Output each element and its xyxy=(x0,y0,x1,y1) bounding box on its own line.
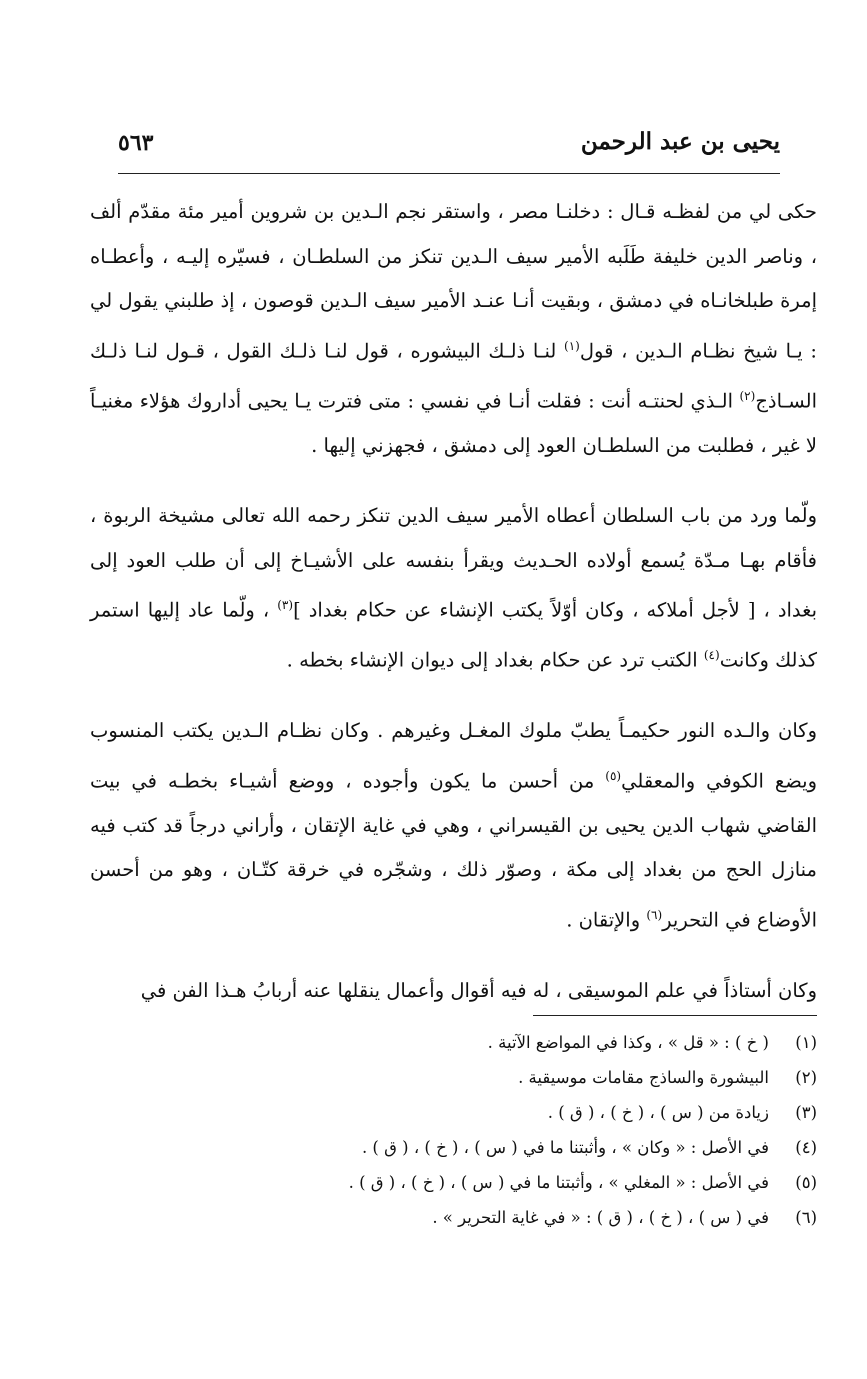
footnote-number: (٦) xyxy=(795,1208,817,1227)
running-title: يحيى بن عبد الرحمن xyxy=(580,128,780,155)
footnote-text: ( خ ) : « قل » ، وكذا في المواضع الآتية . xyxy=(487,1033,769,1052)
body-paragraph xyxy=(90,190,817,468)
text-run: وكان أستاذاً في علم الموسيقى ، له فيه أقوال وأعمال ينقلها عنه أربابُ هـذا الفن في xyxy=(140,978,817,1002)
footnote xyxy=(200,1060,817,1095)
text-run: الـذي لحنتـه أنت : فقلت أنـا في نفسي : متى فترت يـا يحيى أداروك هؤلاء مغنيـاً لا غير ، فطلبت من السلطـان العود إلى دمشق ، فجهزني إليها . xyxy=(90,389,817,457)
footnote-text: في ( س ) ، ( خ ) ، ( ق ) : « في غاية التحرير » . xyxy=(432,1208,769,1227)
header-rule xyxy=(118,173,780,174)
footnote xyxy=(200,1200,817,1235)
text-run: الكتب ترد عن حكام بغداد إلى ديوان الإنشاء بخطه . xyxy=(286,648,704,672)
footnote-number: (٥) xyxy=(795,1173,817,1192)
footnote-text: في الأصل : « وكان » ، وأثبتنا ما في ( س ) ، ( خ ) ، ( ق ) . xyxy=(361,1138,769,1157)
page-number: ٥٦٣ xyxy=(118,130,154,156)
footnote-text: زيادة من ( س ) ، ( خ ) ، ( ق ) . xyxy=(547,1103,769,1122)
footnote-marker: (٣) xyxy=(277,598,294,612)
footnote-number: (٣) xyxy=(795,1103,817,1122)
body-paragraph xyxy=(90,494,817,683)
footnote xyxy=(200,1095,817,1130)
footnote xyxy=(200,1130,817,1165)
footnote-marker: (٥) xyxy=(605,768,622,783)
footnotes xyxy=(200,1025,817,1235)
text-run: ، ولّما عاد إليها استمر كذلك وكانت xyxy=(90,598,817,672)
text-run: والإتقان . xyxy=(566,908,647,931)
page-header xyxy=(118,128,780,168)
footnote xyxy=(200,1165,817,1200)
text-run: لنـا ذلـك البيشوره ، قول لنـا ذلـك القول ، قـول لنـا ذلـك السـاذج xyxy=(90,339,817,412)
footnote-rule xyxy=(533,1015,817,1016)
text-run: وكان والـده النور حكيمـاً يطبّ ملوك المغـل وغيرهم . وكان نظـام الـدين يكتب المنسوب ويضع الكوفي والمعقلي xyxy=(90,719,817,792)
text-run: من أحسن ما يكون وأجوده ، ووضع أشيـاء بخطـه في بيت القاضي شهاب الدين يحيى بن القيسراني ، وهي في غاية الإتقان ، وأراني درجاً قد كتب فيه منازل الحج من بغداد إلى مكة ، وصوّر ذلك ، وشجّره في خرقة كتّـان ، وهو من أحسن الأوضاع في التحرير xyxy=(90,769,817,931)
footnote-marker: (٦) xyxy=(646,907,663,922)
footnote-text: البيشورة والساذج مقامات موسيقية . xyxy=(518,1068,769,1087)
footnote xyxy=(200,1025,817,1060)
footnote-marker: (١) xyxy=(564,338,580,353)
text-run: حكى لي من لفظـه قـال : دخلنـا مصر ، واستقر نجم الـدين بن شروين أمير مئة مقدّم ألف ، وناصر الدين خليفة طَلَبه الأمير سيف الـدين تنكز من السلطـان ، فسيّره إليـه ، وأعطـاه إمرة طبلخانـاه في دمشق ، وبقيت أنـا عنـد الأمير سيف الـدين قوصون ، إذ طلبني يقول لي : يـا شيخ نظـام الـدين ، قول xyxy=(90,200,817,362)
footnote-number: (٢) xyxy=(795,1068,817,1087)
footnote-number: (٤) xyxy=(795,1138,817,1157)
footnote-marker: (٤) xyxy=(703,648,720,662)
body-paragraph xyxy=(90,709,817,943)
body-paragraph xyxy=(90,969,817,1014)
body-text xyxy=(90,190,817,1013)
text-run: ولّما ورد من باب السلطان أعطاه الأمير سيف الدين تنكز رحمه الله تعالى مشيخة الربوة ، فأقام بهـا مـدّة يُسمع أولاده الحـديث ويقرأ بنفسه على الأشيـاخ إلى أن طلب العود إلى بغداد ، [ لأجل أملاكه ، وكان أوّلاً يكتب الإنشاء عن حكام بغداد ] xyxy=(90,504,817,622)
footnote-number: (١) xyxy=(795,1033,817,1052)
footnote-text: في الأصل : « المغلي » ، وأثبتنا ما في ( س ) ، ( خ ) ، ( ق ) . xyxy=(348,1173,769,1192)
footnote-marker: (٢) xyxy=(739,388,756,403)
